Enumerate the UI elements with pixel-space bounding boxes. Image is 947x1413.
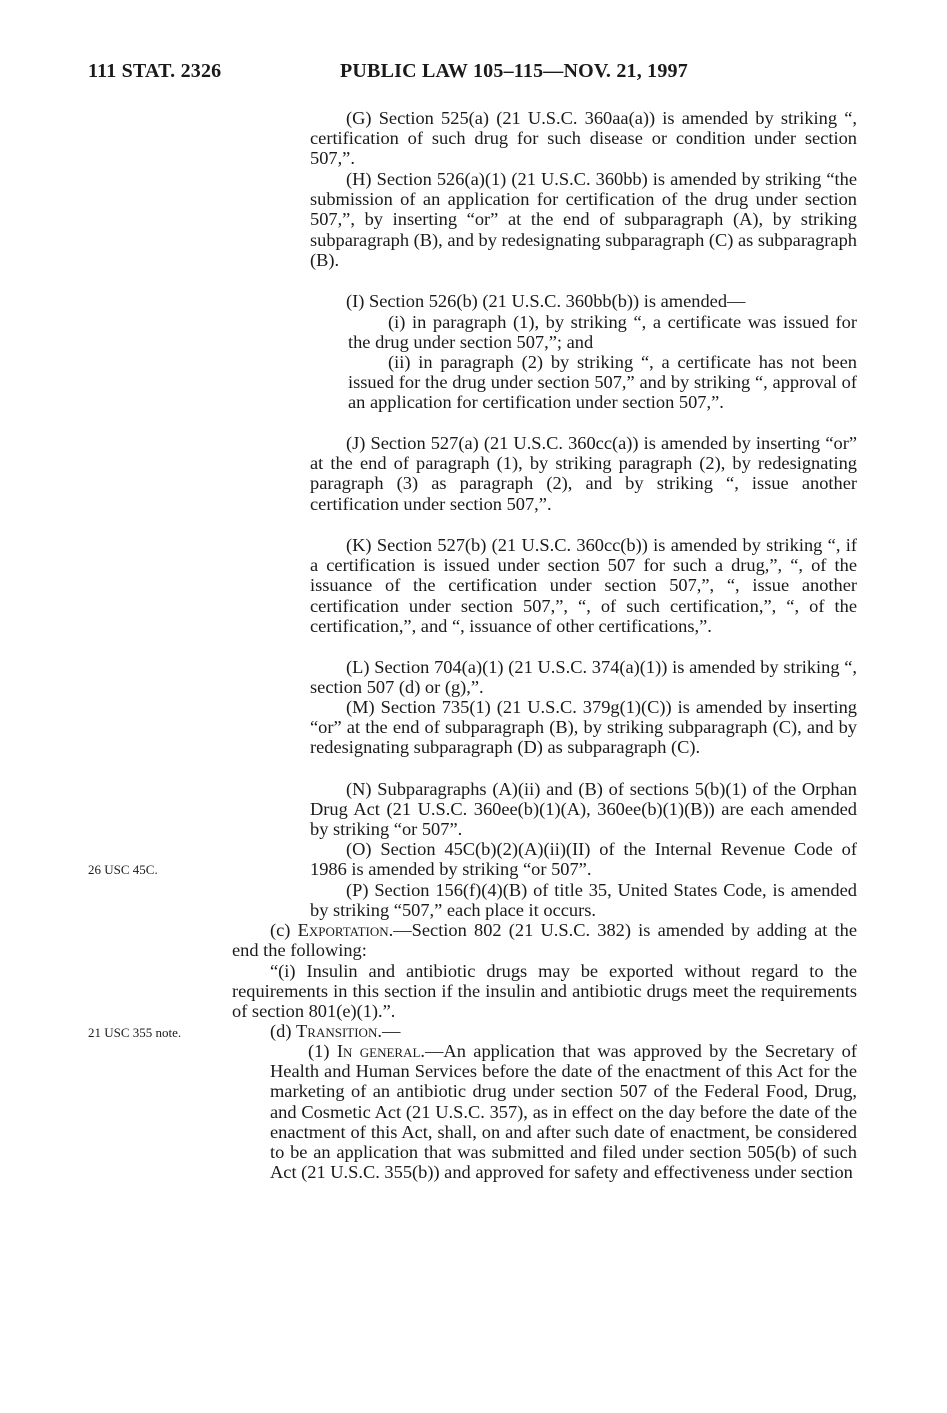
- subsection-d-text: .—: [377, 1021, 401, 1041]
- margin-note-26-usc: 26 USC 45C.: [88, 862, 158, 877]
- paragraph-i-ii: (ii) in paragraph (2) by striking “, a certificate has not been issued for the drug under section 507,” and by striking “, approval of an application for certification under section 507,”.: [348, 352, 857, 413]
- subsection-d-heading: Transition: [296, 1021, 378, 1041]
- paragraph-o: (O) Section 45C(b)(2)(A)(ii)(II) of the Internal Revenue Code of 1986 is amended by striking “or 507”.: [310, 839, 857, 880]
- paragraph-h: (H) Section 526(a)(1) (21 U.S.C. 360bb) is amended by striking “the submission of an application for certification of the drug under section 507,”, by inserting “or” at the end of subparagraph (A), by striking subparagraph (B), and by redesignating subparagraph (C) as subparagraph (B).: [310, 169, 857, 270]
- paragraph-i-i: (i) in paragraph (1), by striking “, a certificate was issued for the drug under section 507,”; and: [348, 312, 857, 353]
- quoted-insertion: “(i) Insulin and antibiotic drugs may be exported without regard to the requirements in this section if the insulin and antibiotic drugs meet the requirements of section 801(e)(1).”.: [232, 961, 857, 1022]
- subsection-d: [232, 1021, 857, 1041]
- paragraph-p: (P) Section 156(f)(4)(B) of title 35, United States Code, is amended by striking “507,” each place it occurs.: [310, 880, 857, 921]
- paragraph-m: (M) Section 735(1) (21 U.S.C. 379g(1)(C)) is amended by inserting “or” at the end of subparagraph (B), by striking subparagraph (C), and by redesignating subparagraph (D) as subparagraph (C).: [310, 697, 857, 758]
- paragraph-g: (G) Section 525(a) (21 U.S.C. 360aa(a)) is amended by striking “, certification of such drug for such disease or condition under section 507,”.: [310, 108, 857, 169]
- paragraph-j: (J) Section 527(a) (21 U.S.C. 360cc(a)) is amended by inserting “or” at the end of paragraph (1), by striking paragraph (2), by redesignating paragraph (3) as paragraph (2), and by striking “, issue another certification under section 507,”.: [310, 433, 857, 514]
- subsection-c-label: (c): [270, 920, 298, 940]
- subsection-c-heading: Exportation: [297, 920, 389, 940]
- subsection-c-text: .—Section 802 (21 U.S.C. 382) is amended by adding at the end the following:: [232, 920, 858, 961]
- paragraph-d-1: [270, 1041, 857, 1182]
- paragraph-n: (N) Subparagraphs (A)(ii) and (B) of sections 5(b)(1) of the Orphan Drug Act (21 U.S.C. 360ee(b)(1)(A), 360ee(b)(1)(B)) are each amended by striking “or 507”.: [310, 779, 857, 840]
- paragraph-k: (K) Section 527(b) (21 U.S.C. 360cc(b)) is amended by striking “, if a certification is issued under section 507 for such a drug,”, “, of the issuance of the certification under section 507,”, “, issue another certification under section 507,”, “, of such certification,”, “, of the certification,”, and “, issuance of other certifications,”.: [310, 535, 857, 636]
- public-law-title: PUBLIC LAW 105–115—NOV. 21, 1997: [340, 60, 688, 82]
- subsection-d-label: (d): [270, 1021, 297, 1041]
- stat-page-number: 111 STAT. 2326: [88, 60, 222, 82]
- margin-note-21-usc: 21 USC 355 note.: [88, 1025, 182, 1040]
- paragraph-d-1-heading: In general: [336, 1041, 421, 1061]
- paragraph-l: (L) Section 704(a)(1) (21 U.S.C. 374(a)(1)) is amended by striking “, section 507 (d) or (g),”.: [310, 657, 857, 698]
- paragraph-i: (I) Section 526(b) (21 U.S.C. 360bb(b)) is amended—: [346, 291, 746, 311]
- paragraph-d-1-label: (1): [308, 1041, 337, 1061]
- subsection-c: [232, 920, 857, 960]
- paragraph-d-1-text: .—An application that was approved by the Secretary of Health and Human Services before the date of the enactment of this Act for the marketing of an antibiotic drug under section 507 of the Federal Food, Drug, and Cosmetic Act (21 U.S.C. 357), as in effect on the day before the date of the enactment of this Act, shall, on and after such date of enactment, be considered to be an application that was submitted and filed under section 505(b) of such Act (21 U.S.C. 355(b)) and approved for safety and effectiveness under section: [270, 1041, 857, 1183]
